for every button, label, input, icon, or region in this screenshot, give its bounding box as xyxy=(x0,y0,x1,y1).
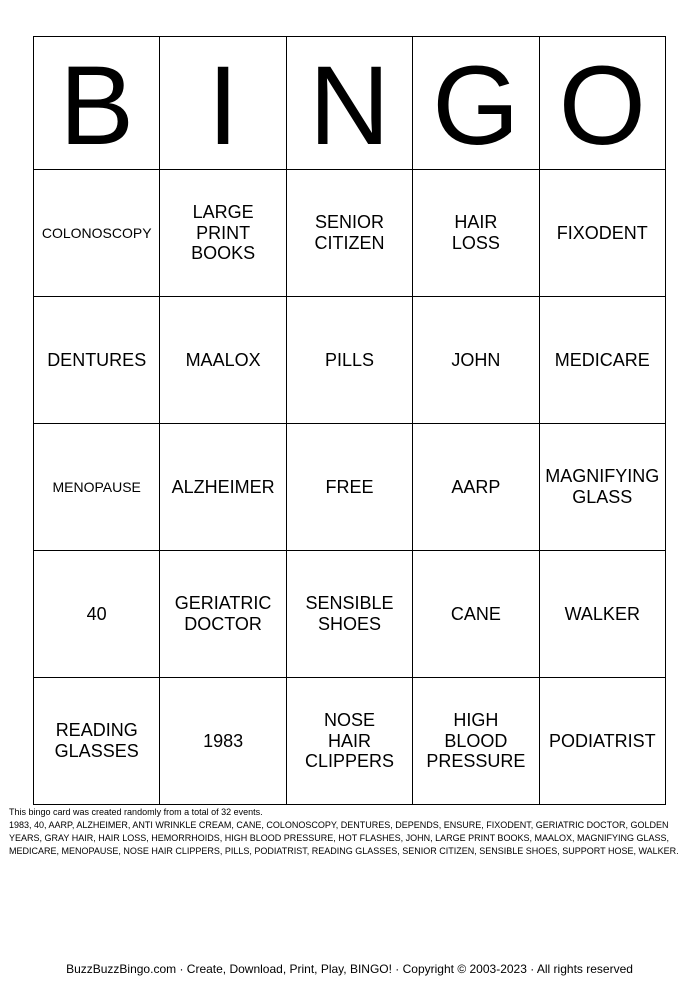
bingo-cell: HIGH BLOOD PRESSURE xyxy=(413,678,539,805)
bingo-cell: WALKER xyxy=(539,551,665,678)
bingo-cell: FIXODENT xyxy=(539,170,665,297)
bingo-cell: PILLS xyxy=(286,297,412,424)
bingo-cell: 1983 xyxy=(160,678,286,805)
bingo-row xyxy=(34,678,666,805)
bingo-row xyxy=(34,551,666,678)
bingo-cell: GERIATRIC DOCTOR xyxy=(160,551,286,678)
note-intro: This bingo card was created randomly from a total of 32 events. xyxy=(9,807,263,817)
bingo-cell: 40 xyxy=(34,551,160,678)
header-letter-i: I xyxy=(160,37,286,170)
header-letter-n: N xyxy=(286,37,412,170)
header-letter-b: B xyxy=(34,37,160,170)
bingo-row xyxy=(34,424,666,551)
bingo-cell: MEDICARE xyxy=(539,297,665,424)
bingo-cell: PODIATRIST xyxy=(539,678,665,805)
bingo-cell: HAIR LOSS xyxy=(413,170,539,297)
bingo-cell: DENTURES xyxy=(34,297,160,424)
bingo-row xyxy=(34,297,666,424)
bingo-row xyxy=(34,170,666,297)
bingo-cell: AARP xyxy=(413,424,539,551)
bingo-cell: LARGE PRINT BOOKS xyxy=(160,170,286,297)
header-letter-g: G xyxy=(413,37,539,170)
bingo-cell: MAALOX xyxy=(160,297,286,424)
bingo-cell: MAGNIFYING GLASS xyxy=(539,424,665,551)
header-letter-o: O xyxy=(539,37,665,170)
bingo-cell: SENIOR CITIZEN xyxy=(286,170,412,297)
bingo-cell: COLONOSCOPY xyxy=(34,170,160,297)
site-footer: BuzzBuzzBingo.com · Create, Download, Print, Play, BINGO! · Copyright © 2003-2023 · All rights reserved xyxy=(66,962,633,976)
bingo-cell: JOHN xyxy=(413,297,539,424)
bingo-cell: NOSE HAIR CLIPPERS xyxy=(286,678,412,805)
bingo-card xyxy=(33,36,666,805)
bingo-cell: ALZHEIMER xyxy=(160,424,286,551)
event-list-note xyxy=(9,806,691,858)
bingo-cell: READING GLASSES xyxy=(34,678,160,805)
note-event-list: 1983, 40, AARP, ALZHEIMER, ANTI WRINKLE CREAM, CANE, COLONOSCOPY, DENTURES, DEPENDS, ENSURE, FIXODENT, GERIATRIC DOCTOR, GOLDEN YEARS, GRAY HAIR, HAIR LOSS, HEMORRHOIDS, HIGH BLOOD PRESSURE, HOT FLASHES, JOHN, LARGE PRINT BOOKS, MAALOX, MAGNIFYING GLASS, MEDICARE, MENOPAUSE, NOSE HAIR CLIPPERS, PILLS, PODIATRIST, READING GLASSES, SENIOR CITIZEN, SENSIBLE SHOES, SUPPORT HOSE, WALKER. xyxy=(9,820,679,856)
bingo-header-row xyxy=(34,37,666,170)
bingo-cell: MENOPAUSE xyxy=(34,424,160,551)
bingo-cell: CANE xyxy=(413,551,539,678)
free-space-cell: FREE xyxy=(286,424,412,551)
bingo-cell: SENSIBLE SHOES xyxy=(286,551,412,678)
